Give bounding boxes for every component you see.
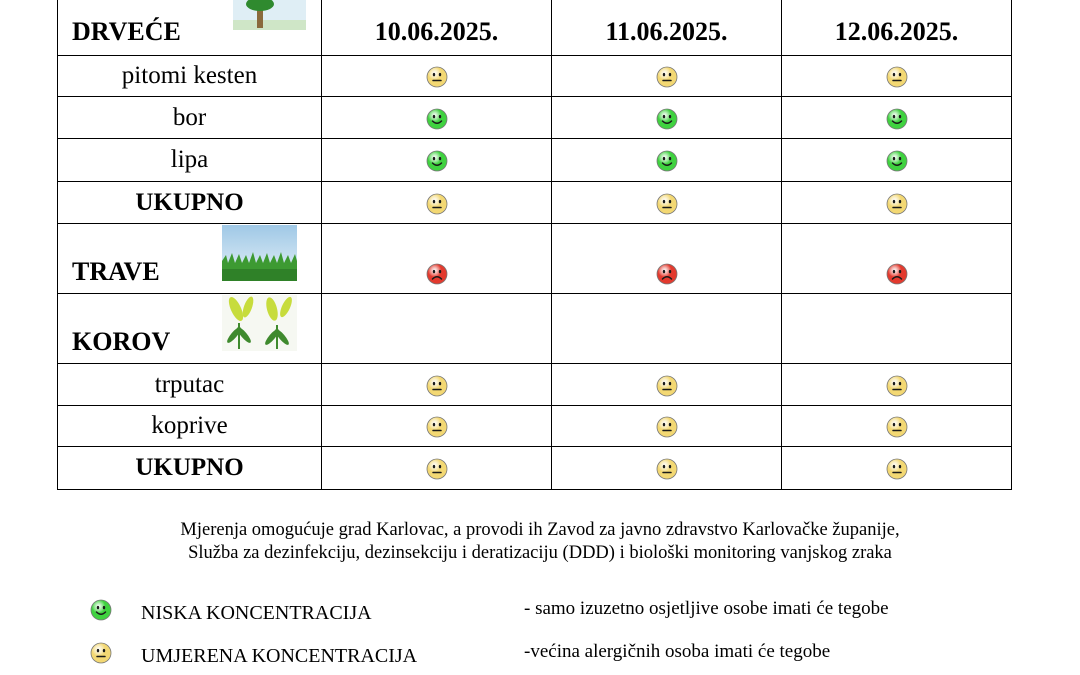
smiley-neutral-icon — [426, 458, 448, 480]
level-cell — [782, 139, 1012, 182]
table-row — [58, 97, 1012, 139]
smiley-sad-icon — [656, 263, 678, 285]
level-cell — [552, 139, 782, 182]
info-note-line: Služba za dezinfekciju, dezinsekciju i deratizaciju (DDD) i biološki monitoring vanjskog zraka — [188, 543, 892, 563]
smiley-happy-icon — [656, 108, 678, 130]
level-cell — [552, 364, 782, 406]
smiley-neutral-icon — [656, 458, 678, 480]
plant-name: trputac — [58, 364, 322, 406]
category-label: TRAVE — [72, 257, 160, 286]
header-row — [58, 0, 1012, 56]
level-cell — [782, 447, 1012, 490]
smiley-sad-icon — [886, 263, 908, 285]
level-cell — [322, 447, 552, 490]
legend-icon — [90, 598, 112, 621]
level-cell — [322, 97, 552, 139]
table-row — [58, 406, 1012, 447]
smiley-happy-icon — [426, 108, 448, 130]
smiley-neutral-icon — [886, 375, 908, 397]
table-row — [58, 364, 1012, 406]
level-cell — [552, 182, 782, 224]
date-header: 10.06.2025. — [322, 0, 552, 56]
table-row — [58, 56, 1012, 97]
weed-header-row — [58, 294, 1012, 364]
pollen-table — [57, 0, 1012, 490]
smiley-neutral-icon — [426, 375, 448, 397]
legend-description: - samo izuzetno osjetljive osobe imati će tegobe — [524, 598, 889, 619]
level-cell — [552, 224, 782, 294]
smiley-neutral-icon — [656, 375, 678, 397]
smiley-neutral-icon — [426, 193, 448, 215]
total-row — [58, 447, 1012, 490]
level-cell — [782, 56, 1012, 97]
smiley-neutral-icon — [886, 66, 908, 88]
category-cell-trees — [58, 0, 322, 56]
smiley-happy-icon — [90, 599, 112, 621]
level-cell — [552, 447, 782, 490]
category-label: DRVEĆE — [72, 17, 181, 46]
plant-name: pitomi kesten — [58, 56, 322, 97]
info-note-line: Mjerenja omogućuje grad Karlovac, a provodi ih Zavod za javno zdravstvo Karlovačke županije, — [180, 520, 900, 540]
empty-cell — [782, 294, 1012, 364]
level-cell — [782, 182, 1012, 224]
level-cell — [782, 406, 1012, 447]
legend-icon — [90, 641, 112, 664]
empty-cell — [552, 294, 782, 364]
level-cell — [552, 97, 782, 139]
smiley-sad-icon — [426, 263, 448, 285]
empty-cell — [322, 294, 552, 364]
level-cell — [552, 406, 782, 447]
category-cell-grass — [58, 224, 322, 294]
level-cell — [322, 56, 552, 97]
smiley-neutral-icon — [886, 458, 908, 480]
level-cell — [782, 97, 1012, 139]
level-cell — [782, 364, 1012, 406]
weed-image-icon — [222, 295, 297, 351]
smiley-neutral-icon — [656, 416, 678, 438]
smiley-happy-icon — [886, 150, 908, 172]
total-label: UKUPNO — [58, 182, 322, 224]
category-label: KOROV — [72, 327, 171, 356]
level-cell — [552, 56, 782, 97]
level-cell — [322, 182, 552, 224]
smiley-neutral-icon — [656, 66, 678, 88]
table-row — [58, 139, 1012, 182]
level-cell — [322, 139, 552, 182]
total-row — [58, 182, 1012, 224]
level-cell — [322, 406, 552, 447]
smiley-neutral-icon — [886, 416, 908, 438]
plant-name: lipa — [58, 139, 322, 182]
date-header: 12.06.2025. — [782, 0, 1012, 56]
smiley-neutral-icon — [90, 642, 112, 664]
date-header: 11.06.2025. — [552, 0, 782, 56]
plant-name: bor — [58, 97, 322, 139]
smiley-neutral-icon — [656, 193, 678, 215]
grass-row — [58, 224, 1012, 294]
smiley-happy-icon — [886, 108, 908, 130]
smiley-neutral-icon — [886, 193, 908, 215]
tree-image-icon — [233, 0, 306, 30]
level-cell — [782, 224, 1012, 294]
legend-description: -većina alergičnih osoba imati će tegobe — [524, 641, 831, 662]
smiley-neutral-icon — [426, 416, 448, 438]
level-cell — [322, 224, 552, 294]
smiley-neutral-icon — [426, 66, 448, 88]
legend-name: UMJERENA KONCENTRACIJA — [141, 645, 418, 667]
total-label: UKUPNO — [58, 447, 322, 490]
grass-image-icon — [222, 225, 297, 281]
smiley-happy-icon — [426, 150, 448, 172]
plant-name: koprive — [58, 406, 322, 447]
category-cell-weeds — [58, 294, 322, 364]
legend-name: NISKA KONCENTRACIJA — [141, 602, 372, 624]
level-cell — [322, 364, 552, 406]
smiley-happy-icon — [656, 150, 678, 172]
